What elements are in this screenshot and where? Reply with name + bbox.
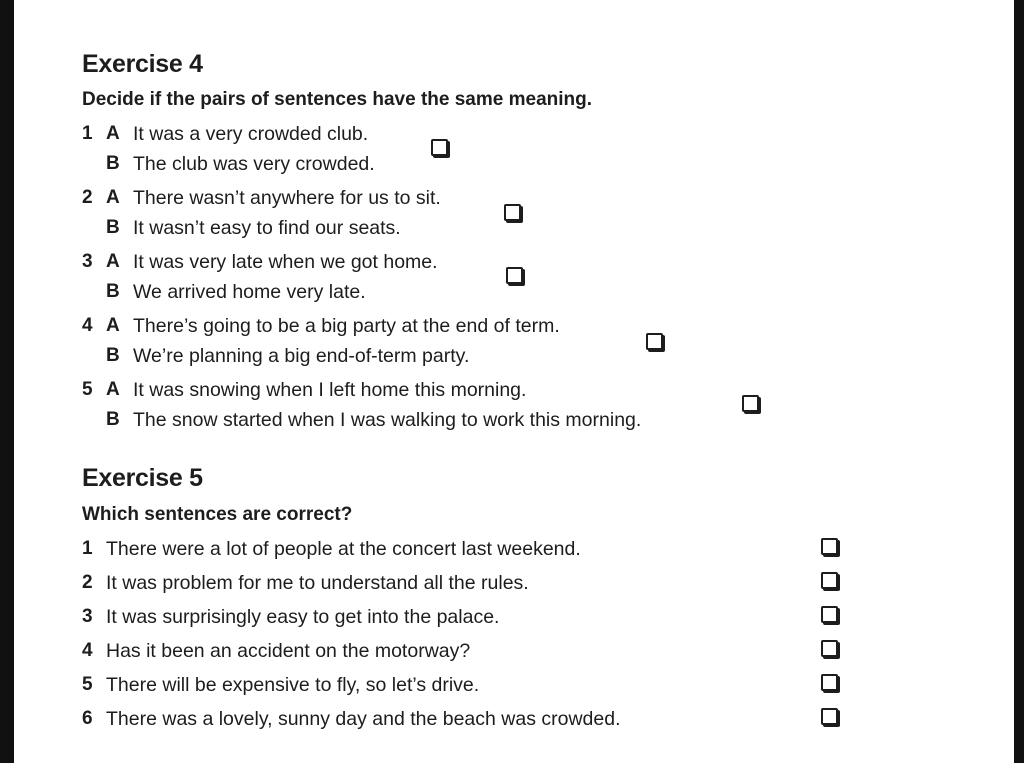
ex5-item-5-number: 5 <box>82 674 93 695</box>
ex5-item-6-sentence: There was a lovely, sunny day and the beach was crowded. <box>106 708 621 730</box>
ex4-item-1-letter-b: B <box>106 153 120 174</box>
ex5-item-1-checkbox[interactable] <box>821 538 838 555</box>
exercise-4-instruction: Decide if the pairs of sentences have the same meaning. <box>82 89 593 110</box>
ex4-item-2-letter-a: A <box>106 187 120 208</box>
ex5-item-1-sentence: There were a lot of people at the concert last weekend. <box>106 538 581 560</box>
ex5-item-3-sentence: It was surprisingly easy to get into the palace. <box>106 606 500 628</box>
ex4-item-3-number: 3 <box>82 251 93 272</box>
ex5-item-6-number: 6 <box>82 708 93 729</box>
ex4-item-4-letter-a: A <box>106 315 120 336</box>
ex4-item-3-checkbox[interactable] <box>506 267 523 284</box>
ex5-item-2-sentence: It was problem for me to understand all the rules. <box>106 572 529 594</box>
ex5-item-4-checkbox[interactable] <box>821 640 838 657</box>
ex5-item-4-number: 4 <box>82 640 93 661</box>
ex4-item-4-letter-b: B <box>106 345 120 366</box>
ex4-item-3-sentence-a: It was very late when we got home. <box>133 251 438 273</box>
ex5-item-5-sentence: There will be expensive to fly, so let’s drive. <box>106 674 480 696</box>
ex4-item-2-sentence-b: It wasn’t easy to find our seats. <box>133 217 401 239</box>
ex4-item-3-letter-a: A <box>106 251 120 272</box>
ex4-item-5-checkbox[interactable] <box>742 395 759 412</box>
ex4-item-1-sentence-a: It was a very crowded club. <box>133 123 369 145</box>
ex5-item-6-checkbox[interactable] <box>821 708 838 725</box>
ex4-item-2-letter-b: B <box>106 217 120 238</box>
ex5-item-5-checkbox[interactable] <box>821 674 838 691</box>
ex4-item-4-sentence-b: We’re planning a big end-of-term party. <box>133 345 470 367</box>
ex4-item-1-sentence-b: The club was very crowded. <box>133 153 375 175</box>
ex4-item-2-number: 2 <box>82 187 93 208</box>
left-border <box>0 0 14 763</box>
ex5-item-2-checkbox[interactable] <box>821 572 838 589</box>
ex4-item-1-letter-a: A <box>106 123 120 144</box>
ex5-item-3-number: 3 <box>82 606 93 627</box>
ex4-item-5-letter-a: A <box>106 379 120 400</box>
ex5-item-1-number: 1 <box>82 538 93 559</box>
exercise-5-instruction: Which sentences are correct? <box>82 504 353 525</box>
right-border <box>1014 0 1024 763</box>
ex5-item-2-number: 2 <box>82 572 93 593</box>
ex4-item-1-number: 1 <box>82 123 93 144</box>
ex4-item-4-sentence-a: There’s going to be a big party at the end of term. <box>133 315 560 337</box>
exercise-5-title: Exercise 5 <box>82 464 203 492</box>
ex4-item-3-letter-b: B <box>106 281 120 302</box>
ex5-item-3-checkbox[interactable] <box>821 606 838 623</box>
ex4-item-5-sentence-a: It was snowing when I left home this morning. <box>133 379 527 401</box>
ex4-item-5-number: 5 <box>82 379 93 400</box>
ex4-item-5-sentence-b: The snow started when I was walking to work this morning. <box>133 409 642 431</box>
ex4-item-3-sentence-b: We arrived home very late. <box>133 281 366 303</box>
exercise-4-title: Exercise 4 <box>82 50 203 78</box>
ex4-item-2-sentence-a: There wasn’t anywhere for us to sit. <box>133 187 441 209</box>
ex4-item-5-letter-b: B <box>106 409 120 430</box>
ex5-item-4-sentence: Has it been an accident on the motorway? <box>106 640 471 662</box>
ex4-item-4-checkbox[interactable] <box>646 333 663 350</box>
ex4-item-1-checkbox[interactable] <box>431 139 448 156</box>
ex4-item-2-checkbox[interactable] <box>504 204 521 221</box>
ex4-item-4-number: 4 <box>82 315 93 336</box>
